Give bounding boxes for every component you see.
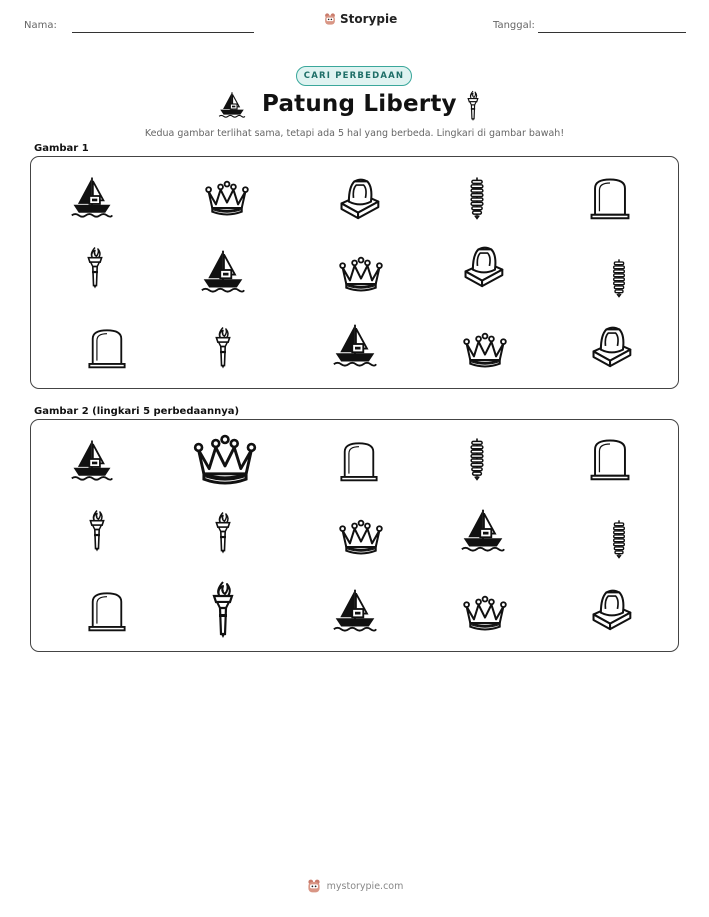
page-title: Patung Liberty <box>262 91 457 117</box>
name-label: Nama: <box>24 20 57 31</box>
torch-icon <box>83 243 107 293</box>
title-torch-icon <box>465 90 481 122</box>
torch-icon[interactable] <box>85 506 109 556</box>
tombstone-icon[interactable] <box>337 436 381 486</box>
boat-icon <box>331 319 379 369</box>
tombstone-icon[interactable] <box>587 434 633 484</box>
crown-icon <box>461 329 509 369</box>
spine-icon[interactable] <box>463 434 491 484</box>
boat-icon[interactable] <box>69 434 115 484</box>
tombstone-icon <box>85 323 129 373</box>
tombstone-icon[interactable] <box>85 586 129 636</box>
spine-icon <box>463 173 491 223</box>
brand-name: Storypie <box>340 12 398 26</box>
pedestal-icon <box>335 173 383 221</box>
title-boat-icon <box>218 90 246 118</box>
pedestal-icon <box>459 241 507 289</box>
tombstone-icon <box>587 173 633 223</box>
boat-icon <box>69 171 115 221</box>
footer <box>0 878 709 894</box>
crown-icon <box>337 253 385 293</box>
crown-icon <box>203 177 251 217</box>
boat-icon[interactable] <box>459 504 507 554</box>
boat-icon <box>199 245 247 295</box>
picture2-label: Gambar 2 (lingkari 5 perbedaannya) <box>34 406 240 417</box>
date-field[interactable] <box>538 32 686 33</box>
crown-icon[interactable] <box>337 516 385 556</box>
instructions: Kedua gambar terlihat sama, tetapi ada 5 hal yang berbeda. Lingkari di gambar bawah! <box>144 128 565 139</box>
brand-logo <box>323 12 397 26</box>
spine-icon <box>607 253 631 303</box>
pedestal-icon[interactable] <box>587 584 635 632</box>
picture2-panel[interactable] <box>30 419 679 652</box>
torch-icon[interactable] <box>211 508 235 558</box>
category-badge: CARI PERBEDAAN <box>296 66 412 86</box>
picture1-panel <box>30 156 679 389</box>
pedestal-icon <box>587 321 635 369</box>
spine-icon[interactable] <box>607 514 631 564</box>
picture1-label: Gambar 1 <box>34 143 89 154</box>
crown-icon[interactable] <box>461 592 509 632</box>
boat-icon[interactable] <box>331 584 379 634</box>
date-label: Tanggal: <box>493 20 535 31</box>
name-field[interactable] <box>72 32 254 33</box>
storypie-logo-icon <box>323 12 337 26</box>
footer-url[interactable]: mystorypie.com <box>326 880 404 892</box>
torch-icon <box>211 321 235 375</box>
torch-icon[interactable] <box>207 574 239 646</box>
crown-icon[interactable] <box>191 430 259 486</box>
storypie-logo-icon <box>306 878 322 894</box>
